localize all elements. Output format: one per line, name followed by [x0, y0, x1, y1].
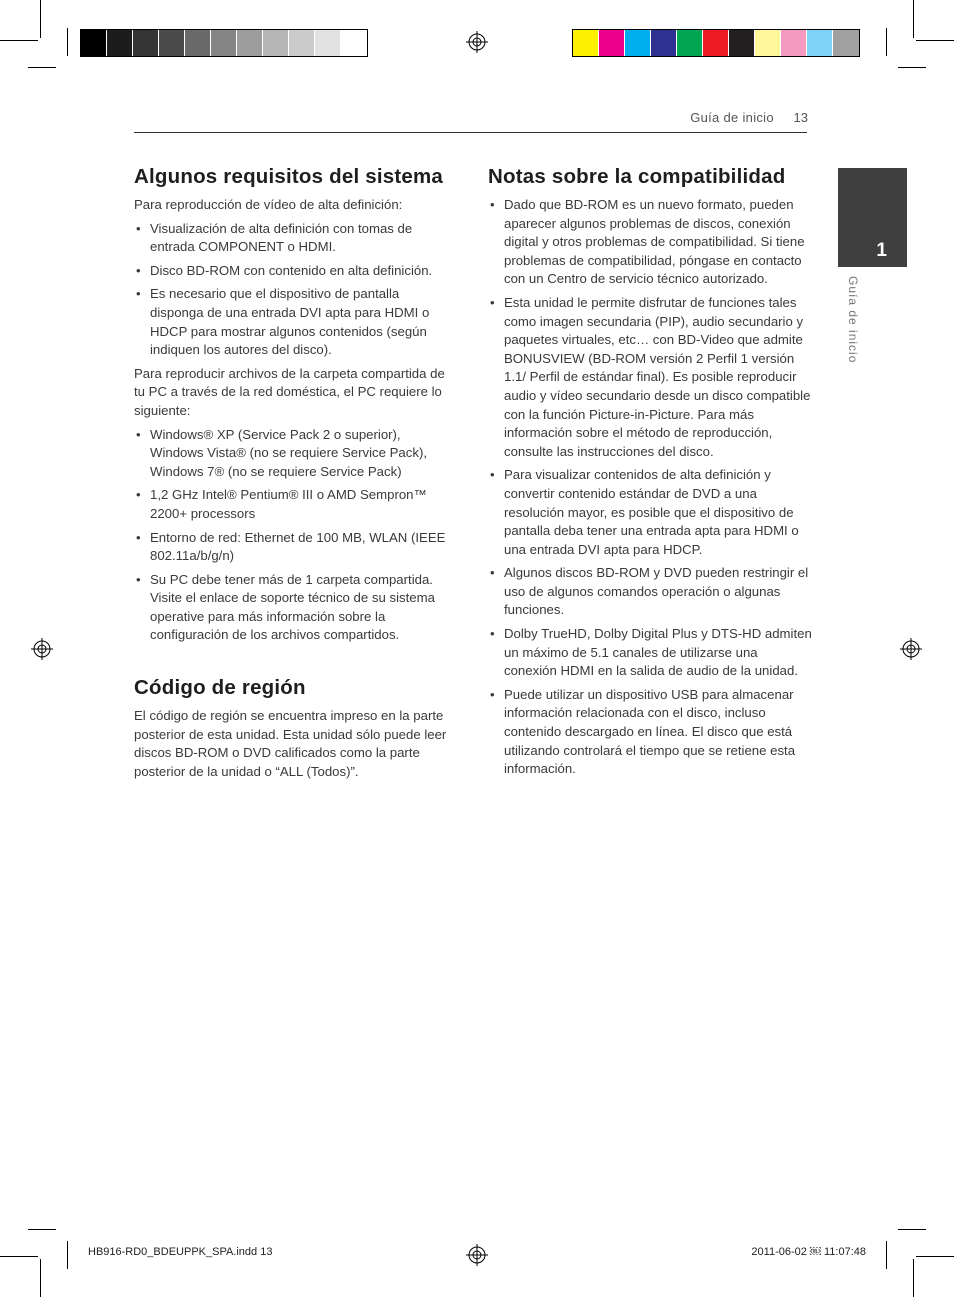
color-swatch — [677, 30, 703, 56]
list-item: • Dado que BD-ROM es un nuevo formato, pueden aparecer algunos problemas de discos, conexión digital y otros problemas de compatibilidad. Si tiene problemas de compatibilidad, póngase en contacto con un Centro de servicio técnico autorizado. — [488, 196, 812, 289]
crop-mark — [898, 1229, 926, 1230]
chapter-number: 1 — [876, 240, 887, 261]
list-item: • Disco BD-ROM con contenido en alta definición. — [134, 262, 456, 281]
running-header — [690, 110, 808, 125]
left-column — [134, 164, 456, 786]
gray-swatch — [315, 30, 341, 56]
crop-mark — [913, 1259, 914, 1297]
crop-mark — [0, 40, 38, 41]
slug-timestamp: 2011-06-02 ￼ 11:07:48 — [751, 1246, 866, 1258]
crop-mark — [40, 1259, 41, 1297]
crop-mark — [28, 1229, 56, 1230]
crop-mark — [67, 1241, 68, 1269]
registration-mark-icon — [31, 638, 53, 660]
right-column — [488, 164, 812, 784]
color-swatch — [781, 30, 807, 56]
gray-swatch — [159, 30, 185, 56]
color-swatch — [833, 30, 859, 56]
list-item: • Esta unidad le permite disfrutar de funciones tales como imagen secundaria (PIP), audio secundario y paquetes virtuales, etc… con BD-Video que admite BONUSVIEW (BD-ROM versión 2 Perfil 1 versión 1.1/ Perfil de estándar final). Es posible reproducir audio y vídeo secundario desde un disco compatible con la función Picture-in-Picture. Para más información sobre el método de reproducción, consulte las instrucciones del disco. — [488, 294, 812, 461]
color-swatch — [807, 30, 833, 56]
compatibility-list — [488, 196, 812, 779]
chapter-side-label: Guía de inicio — [846, 276, 860, 364]
requirements-heading: Algunos requisitos del sistema — [134, 165, 444, 188]
crop-mark — [916, 40, 954, 41]
list-item: • Su PC debe tener más de 1 carpeta compartida. Visite el enlace de soporte técnico de su sistema operative para más información sobre la configuración de los archivos compartidos. — [134, 571, 456, 645]
compatibility-heading: Notas sobre la compatibilidad — [488, 165, 786, 188]
color-swatch — [703, 30, 729, 56]
gray-swatch — [185, 30, 211, 56]
requirements-intro: Para reproducción de vídeo de alta definición: — [134, 197, 403, 212]
list-item: • Windows® XP (Service Pack 2 o superior), Windows Vista® (no se requiere Service Pack), Windows 7® (no se requiere Service Pack) — [134, 426, 456, 482]
registration-mark-icon — [466, 31, 488, 53]
registration-mark-icon — [466, 1244, 488, 1266]
crop-mark — [67, 28, 68, 56]
page-number: 13 — [793, 110, 808, 125]
crop-mark — [0, 1256, 38, 1257]
list-item: • Para visualizar contenidos de alta definición y convertir contenido estándar de DVD a una resolución mayor, es posible que el dispositivo de pantalla deba tener una entrada apta para HDMI o una entrada DVI apta para HDCP. — [488, 466, 812, 559]
gray-swatch — [107, 30, 133, 56]
list-item: • Algunos discos BD-ROM y DVD pueden restringir el uso de algunos comandos operación o algunas funciones. — [488, 564, 812, 620]
grayscale-color-bar — [80, 29, 368, 57]
list-item: • Entorno de red: Ethernet de 100 MB, WLAN (IEEE 802.11a/b/g/n) — [134, 529, 456, 566]
chapter-tab — [838, 168, 907, 267]
crop-mark — [40, 0, 41, 38]
color-swatch — [729, 30, 755, 56]
slug-filename: HB916-RD0_BDEUPPK_SPA.indd 13 — [88, 1246, 273, 1258]
gray-swatch — [211, 30, 237, 56]
crop-mark — [886, 28, 887, 56]
gray-swatch — [289, 30, 315, 56]
gray-swatch — [81, 30, 107, 56]
color-swatch — [599, 30, 625, 56]
gray-swatch — [133, 30, 159, 56]
crop-mark — [898, 67, 926, 68]
crop-mark — [28, 67, 56, 68]
list-item: • Puede utilizar un dispositivo USB para almacenar información relacionada con el disco, incluso contenido descargado en línea. El disco que está utilizando controlará el tiempo que se retiene esta información. — [488, 686, 812, 779]
region-code-heading: Código de región — [134, 676, 306, 700]
color-swatch — [573, 30, 599, 56]
list-item: • 1,2 GHz Intel® Pentium® III o AMD Sempron™ 2200+ processors — [134, 486, 456, 523]
header-rule — [134, 132, 807, 133]
color-swatch — [651, 30, 677, 56]
pc-requirements-list — [134, 426, 456, 646]
crop-mark — [916, 1256, 954, 1257]
process-color-bar — [572, 29, 860, 57]
list-item: • Dolby TrueHD, Dolby Digital Plus y DTS-HD admiten un máximo de 5.1 canales de utilizarse una conexión HDMI en la salida de audio de la unidad. — [488, 625, 812, 681]
gray-swatch — [237, 30, 263, 56]
list-item: • Es necesario que el dispositivo de pantalla disponga de una entrada DVI apta para HDMI o HDCP para mostrar algunos contenidos (según indiquen los autores del disco). — [134, 285, 456, 359]
crop-mark — [913, 0, 914, 38]
color-swatch — [755, 30, 781, 56]
region-code-text: El código de región se encuentra impreso en la parte posterior de esta unidad. Esta unidad sólo puede leer discos BD-ROM o DVD calificados como la parte posterior de la unidad o “ALL (Todos)”. — [134, 708, 447, 779]
section-name: Guía de inicio — [690, 110, 774, 125]
pc-requirements-intro: Para reproducir archivos de la carpeta compartida de tu PC a través de la red doméstica, el PC requiere lo siguiente: — [134, 365, 445, 418]
requirements-list — [134, 220, 456, 360]
gray-swatch — [263, 30, 289, 56]
gray-swatch — [341, 30, 367, 56]
crop-mark — [886, 1241, 887, 1269]
registration-mark-icon — [900, 638, 922, 660]
list-item: • Visualización de alta definición con tomas de entrada COMPONENT o HDMI. — [134, 220, 456, 257]
color-swatch — [625, 30, 651, 56]
